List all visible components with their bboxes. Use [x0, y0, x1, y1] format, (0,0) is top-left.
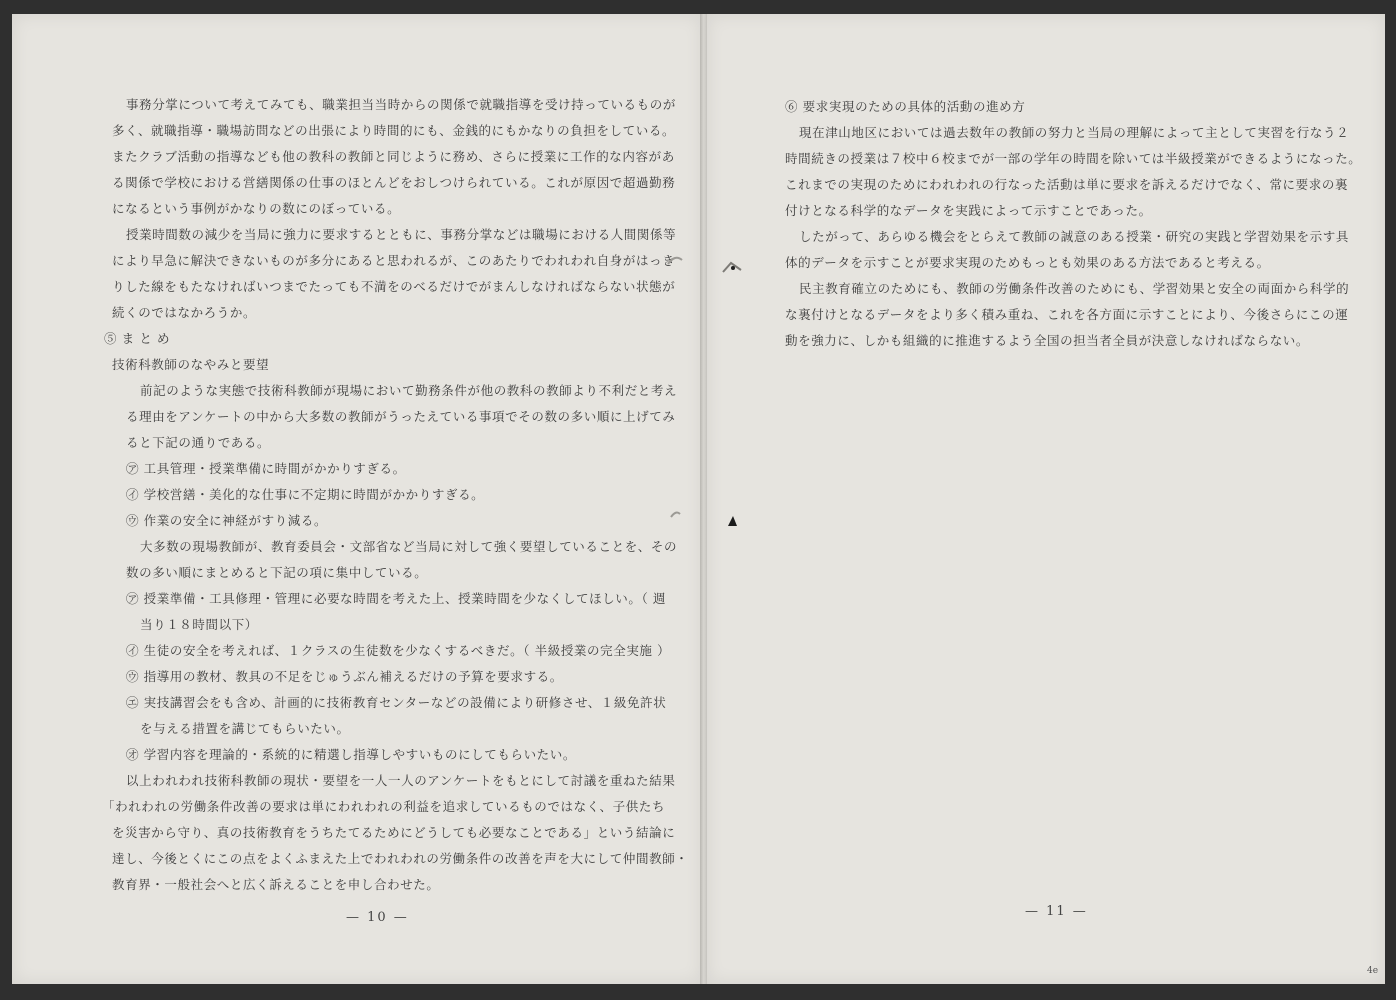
text-line: 大多数の現場教師が、教育委員会・文部省など当局に対して強く要望していることを、その — [140, 539, 678, 554]
subsection-heading: 技術科教師のなやみと要望 — [112, 357, 270, 372]
list-item: ㋒ 作業の安全に神経がすり減る。 — [126, 513, 328, 528]
text-line: 時間続きの授業は７校中６校までが一部の学年の時間を除いては半級授業ができるようになった。 — [785, 151, 1362, 166]
text-line: 民主教育確立のためにも、教師の労働条件改善のためにも、学習効果と安全の両面から科学的 — [799, 281, 1350, 296]
punch-hole-mark — [721, 260, 735, 270]
list-item: ㋑ 生徒の安全を考えれば、１クラスの生徒数を少なくするべきだ。（ 半級授業の完全実施 ） — [126, 643, 671, 658]
text-line: またクラブ活動の指導なども他の教科の教師と同じように務め、さらに授業に工作的な内容があ — [112, 149, 675, 164]
text-line: 前記のような実態で技術科教師が現場において勤務条件が他の教科の教師より不利だと考え — [140, 383, 678, 398]
text-line: る理由をアンケートの中から大多数の教師がうったえている事項でその数の多い順に上げてみ — [126, 409, 676, 424]
right-page — [706, 14, 1385, 984]
section-heading: ⑤ ま と め — [104, 331, 171, 346]
text-line: 体的データを示すことが要求実現のためもっとも効果のある方法であると考える。 — [785, 255, 1270, 270]
list-item: ㋐ 工具管理・授業準備に時間がかかりすぎる。 — [126, 461, 406, 476]
text-line: 現在津山地区においては過去数年の教師の努力と当局の理解によって主として実習を行なう２ — [799, 125, 1350, 140]
punch-hole-mark — [668, 508, 682, 518]
page-number: — 10 — — [346, 910, 409, 925]
text-line: 多く、就職指導・職場訪問などの出張により時間的にも、金銭的にもかなりの負担をしている。 — [112, 123, 676, 138]
text-line: 事務分掌について考えてみても、職業担当当時からの関係で就職指導を受け持っているものが — [126, 97, 676, 112]
page-number: — 11 — — [1025, 904, 1088, 919]
text-line: る関係で学校における営繕関係の仕事のほとんどをおしつけられている。これが原因で超過勤務 — [112, 175, 676, 190]
text-line: 授業時間数の減少を当局に強力に要求するとともに、事務分掌などは職場における人間関係等 — [126, 227, 677, 242]
text-line: 続くのではなかろうか。 — [112, 305, 257, 320]
text-line: な裏付けとなるデータをより多く積み重ね、これを各方面に示すことにより、今後さらにこの運 — [785, 307, 1349, 322]
text-line: 達し、今後とくにこの点をよくふまえた上でわれわれの労働条件の改善を声を大にして仲間教師・ — [112, 851, 689, 866]
text-line: 数の多い順にまとめると下記の項に集中している。 — [126, 565, 428, 580]
text-line: 「われわれの労働条件改善の要求は単にわれわれの利益を追求しているものではなく、子供たち — [102, 799, 666, 814]
punch-hole-mark — [666, 254, 680, 264]
text-line: を災害から守り、真の技術教育をうちたてるためにどうしても必要なことである」という結論に — [112, 825, 676, 840]
list-item-continuation: を与える措置を講じてもらいたい。 — [140, 721, 350, 736]
corner-mark: 4e — [1367, 966, 1379, 976]
text-line: したがって、あらゆる機会をとらえて教師の誠意のある授業・研究の実践と学習効果を示す具 — [799, 229, 1349, 244]
text-line: りした線をもたなければいつまでたっても不満をのべるだけでがまんしなければならない状態が — [112, 279, 676, 294]
text-line: 教育界・一般社会へと広く訴えることを申し合わせた。 — [112, 877, 440, 892]
section-heading: ⑥ 要求実現のための具体的活動の進め方 — [785, 99, 1026, 114]
list-item: ㋑ 学校営繕・美化的な仕事に不定期に時間がかかりすぎる。 — [126, 487, 485, 502]
punch-hole-mark — [725, 514, 739, 524]
text-line: により早急に解決できないものが多分にあると思われるが、このあたりでわれわれ自身がはっき — [112, 253, 676, 268]
text-line: 付けとなる科学的なデータを実践によって示すことであった。 — [785, 203, 1152, 218]
left-page — [12, 14, 703, 984]
list-item: ㋔ 学習内容を理論的・系統的に精選し指導しやすいものにしてもらいたい。 — [126, 747, 576, 762]
text-line: これまでの実現のためにわれわれの行なった活動は単に要求を訴えるだけでなく、常に要求の裏 — [785, 177, 1349, 192]
right-page-text — [785, 94, 1361, 354]
list-item: ㋐ 授業準備・工具修理・管理に必要な時間を考えた上、授業時間を少なくしてほしい。（ 週 — [126, 591, 666, 606]
list-item: ㋒ 指導用の教材、教具の不足をじゅうぶん補えるだけの予算を要求する。 — [126, 669, 563, 684]
text-line: ると下記の通りである。 — [126, 435, 271, 450]
text-line: になるという事例がかなりの数にのぼっている。 — [112, 201, 401, 216]
list-item-continuation: 当り１８時間以下） — [140, 617, 258, 632]
left-page-text — [102, 92, 689, 898]
text-line: 動を強力に、しかも組織的に推進するよう全国の担当者全員が決意しなければならない。 — [785, 333, 1310, 348]
text-line: 以上われわれ技術科教師の現状・要望を一人一人のアンケートをもとにして討議を重ねた結果 — [126, 773, 676, 788]
list-item: ㋓ 実技講習会をも含め、計画的に技術教育センターなどの設備により研修させ、１級免許状 — [126, 695, 667, 710]
